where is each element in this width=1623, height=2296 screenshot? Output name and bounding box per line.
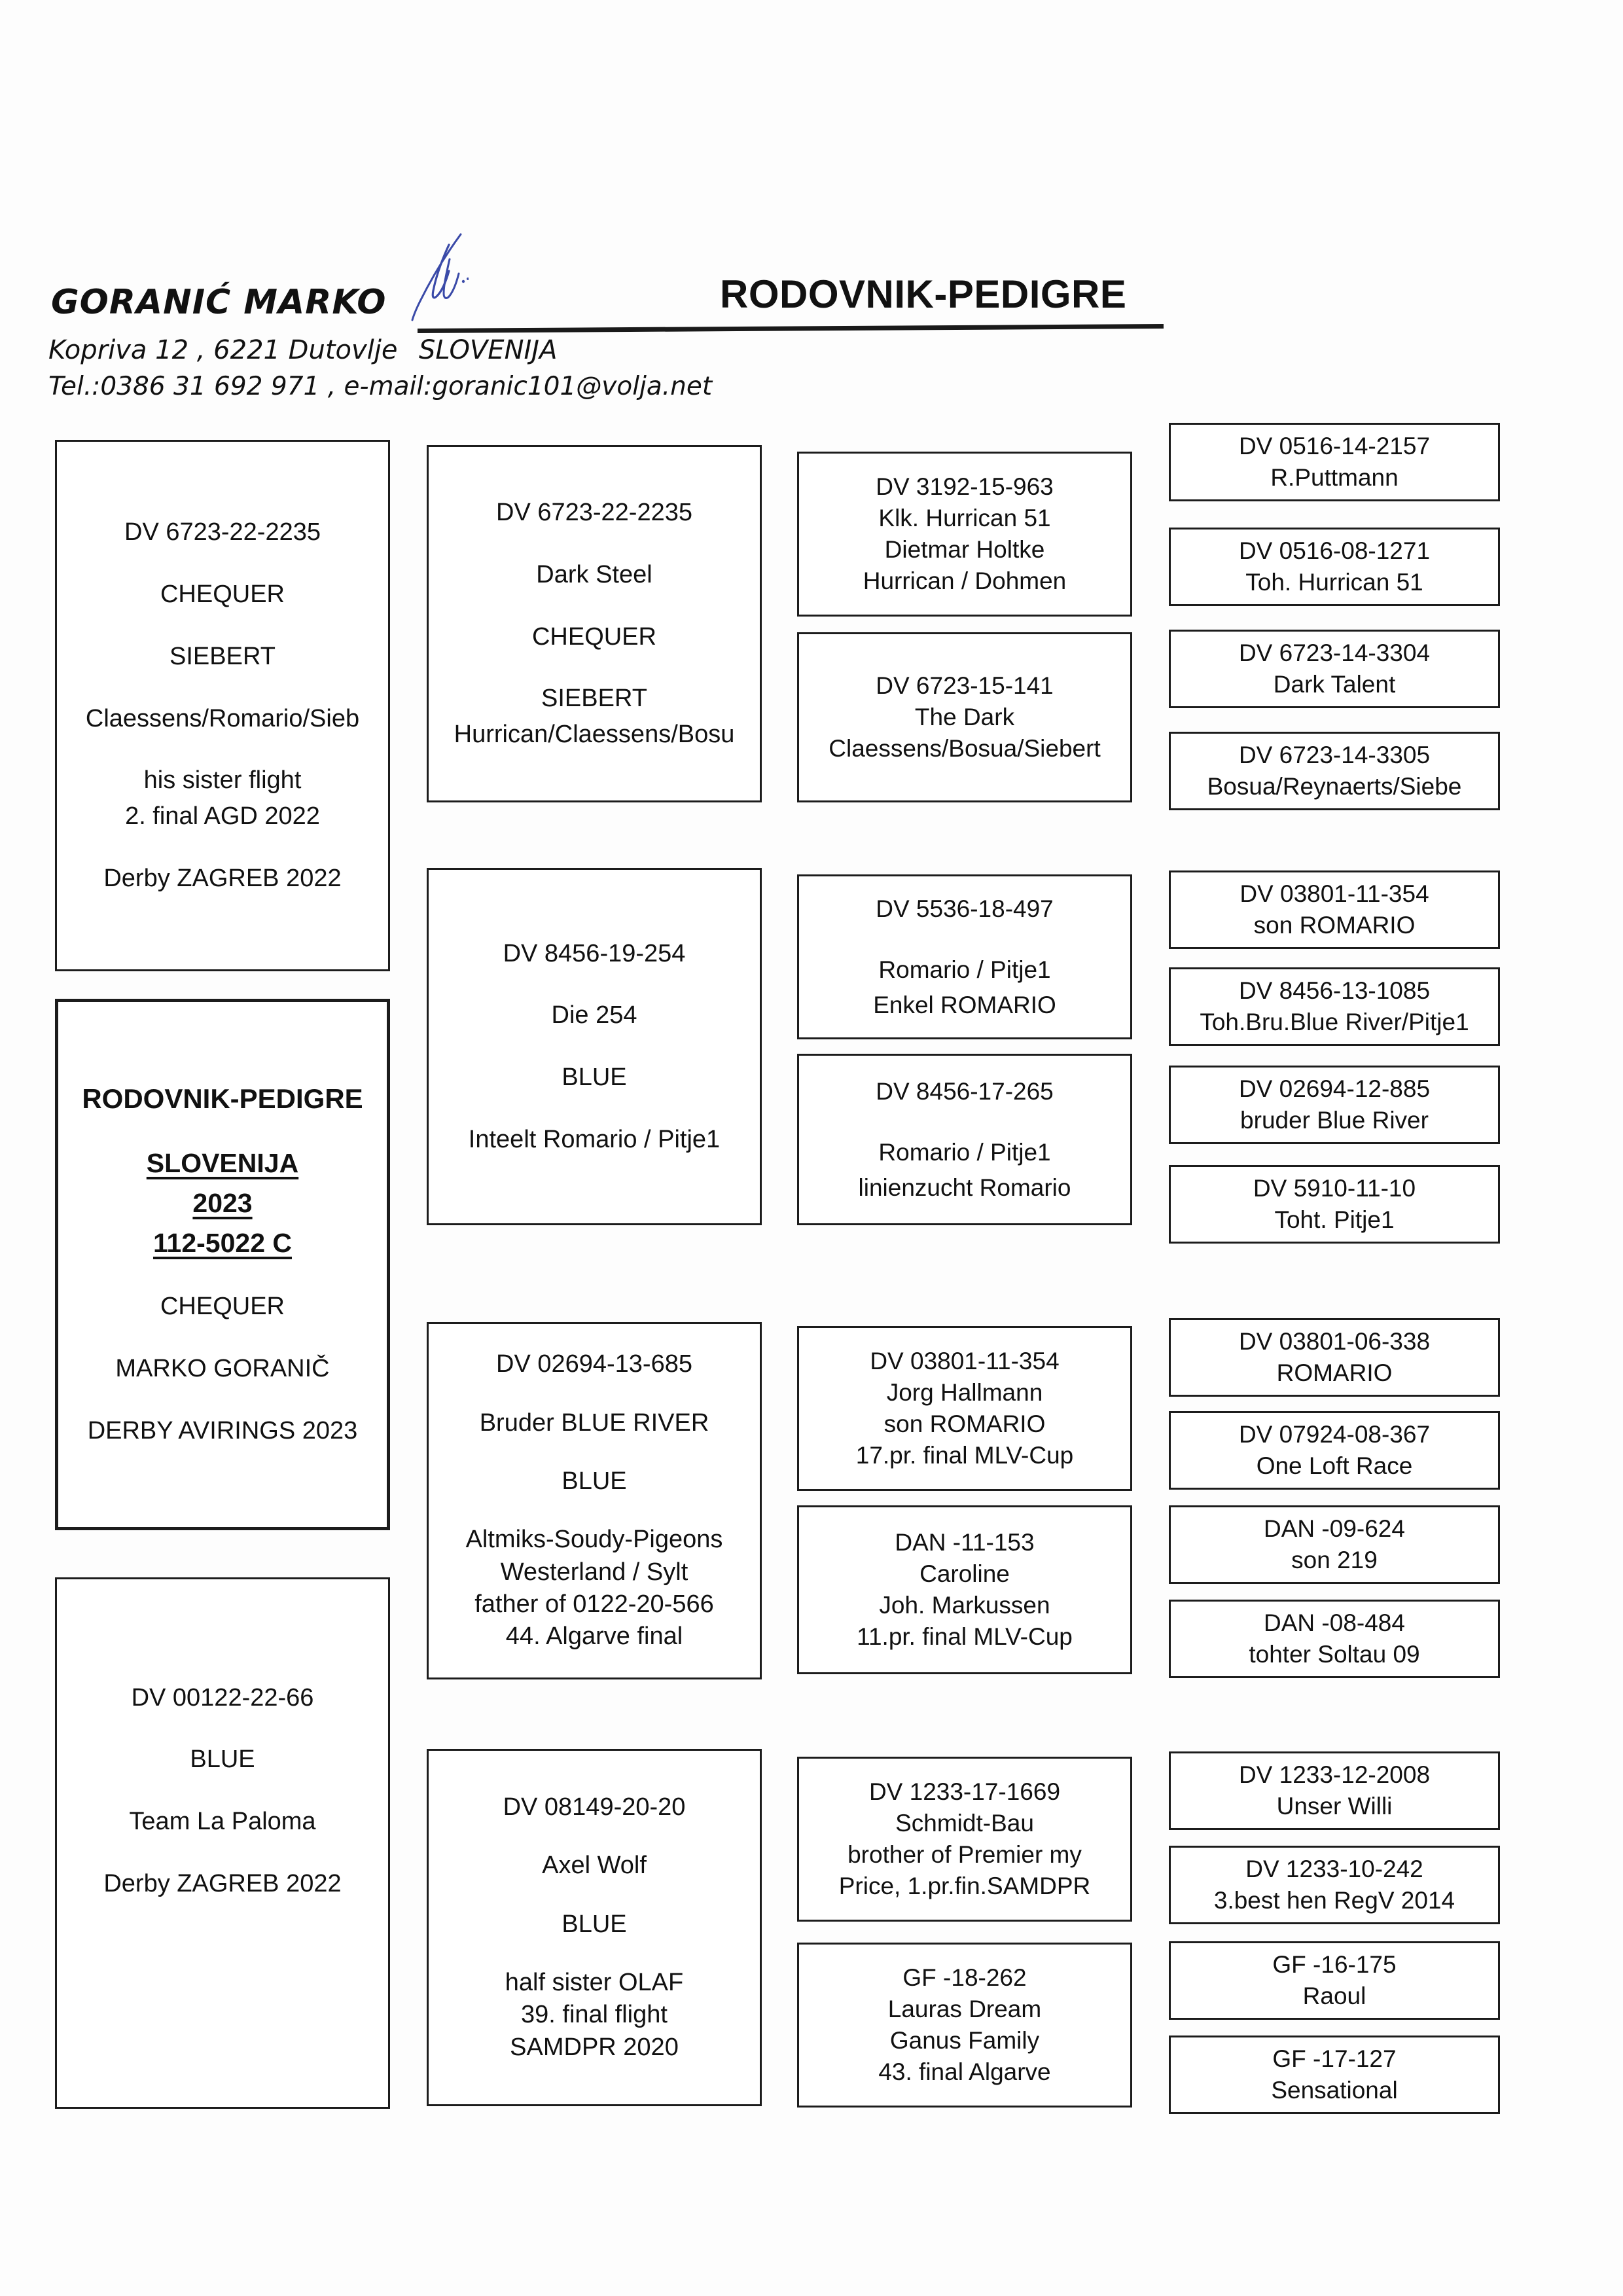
gen3-box-8 — [797, 1943, 1132, 2108]
gen4-box-13 — [1169, 1751, 1500, 1830]
subject-country: SLOVENIJA — [146, 1148, 299, 1179]
pedigree-line: 17.pr. final MLV-Cup — [855, 1442, 1074, 1469]
pedigree-line: DV 6723-22-2235 — [496, 499, 692, 527]
pedigree-line: Raoul — [1302, 1982, 1366, 2009]
pedigree-line: DV 03801-06-338 — [1238, 1327, 1431, 1355]
pedigree-line: DV 6723-14-3304 — [1238, 639, 1431, 666]
pedigree-line: DV 0516-08-1271 — [1238, 537, 1431, 564]
pedigree-line: Toht. Pitje1 — [1274, 1206, 1395, 1233]
pedigree-line: Joh. Markussen — [879, 1592, 1050, 1619]
pedigree-line: CHEQUER — [160, 581, 285, 609]
pedigree-line: DV 1233-17-1669 — [868, 1778, 1061, 1805]
pedigree-line: SIEBERT — [169, 642, 276, 670]
pedigree-line: BLUE — [562, 1467, 627, 1495]
pedigree-line: BLUE — [562, 1910, 627, 1938]
gen3-box-4 — [797, 1054, 1132, 1225]
pedigree-line: DAN -11-153 — [895, 1528, 1035, 1556]
subject-year: 2023 — [192, 1187, 253, 1218]
gen4-box-6 — [1169, 967, 1500, 1046]
pedigree-line: Ganus Family — [889, 2027, 1040, 2054]
gen2-box-2 — [427, 868, 762, 1225]
pedigree-line: Klk. Hurrican 51 — [878, 504, 1051, 531]
pedigree-line: Dark Talent — [1273, 671, 1396, 698]
pedigree-line: Unser Willi — [1276, 1793, 1393, 1820]
pedigree-line: DV 1233-12-2008 — [1238, 1761, 1431, 1788]
pedigree-line: father of 0122-20-566 — [474, 1590, 714, 1619]
owner-address: Kopriva 12 , 6221 Dutovlje — [48, 335, 398, 365]
pedigree-line: bruder Blue River — [1240, 1107, 1429, 1134]
gen4-box-4 — [1169, 732, 1500, 810]
pedigree-line: Schmidt-Bau — [895, 1809, 1034, 1837]
pedigree-line: son 219 — [1291, 1547, 1378, 1573]
pedigree-line: DV 6723-22-2235 — [124, 518, 321, 547]
gen4-box-10 — [1169, 1411, 1500, 1490]
pedigree-line: DV 0516-14-2157 — [1238, 432, 1431, 459]
owner-contact: Tel.:0386 31 692 971 , e-mail:goranic101@volja.net — [48, 372, 713, 401]
subject-race: DERBY AVIRINGS 2023 — [87, 1416, 358, 1444]
gen4-box-11 — [1169, 1505, 1500, 1584]
pedigree-line: Toh.Bru.Blue River/Pitje1 — [1200, 1009, 1469, 1035]
pedigree-line: 44. Algarve final — [505, 1623, 683, 1651]
subject-pigeon-box — [55, 999, 390, 1530]
gen4-box-2 — [1169, 528, 1500, 606]
pedigree-line: Romario / Pitje1 — [878, 1139, 1051, 1166]
pedigree-line: Derby ZAGREB 2022 — [103, 1869, 342, 1897]
pedigree-line: Hurrican/Claessens/Bosu — [454, 721, 735, 749]
pedigree-line: Hurrican / Dohmen — [863, 567, 1067, 595]
pedigree-line: tohter Soltau 09 — [1249, 1641, 1420, 1668]
gen4-box-1 — [1169, 423, 1500, 501]
gen4-box-14 — [1169, 1846, 1500, 1924]
gen4-box-15 — [1169, 1941, 1500, 2020]
pedigree-line: One Loft Race — [1256, 1452, 1413, 1479]
pedigree-line: DV 8456-13-1085 — [1238, 977, 1431, 1004]
pedigree-line: DV 02694-13-685 — [496, 1350, 692, 1378]
pedigree-line: 43. final Algarve — [878, 2058, 1051, 2086]
gen4-box-5 — [1169, 870, 1500, 949]
title-underline-rule — [418, 324, 1164, 333]
page-title: RODOVNIK-PEDIGRE — [720, 272, 1127, 316]
signature-mark — [383, 230, 469, 322]
pedigree-line: DV 6723-15-141 — [876, 672, 1054, 699]
pedigree-line: Romario / Pitje1 — [878, 956, 1051, 984]
pedigree-line: 39. final flight — [521, 2001, 668, 2029]
pedigree-line: DAN -09-624 — [1264, 1515, 1405, 1542]
pedigree-line: son ROMARIO — [883, 1410, 1046, 1437]
gen4-box-16 — [1169, 2036, 1500, 2114]
pedigree-line: SIEBERT — [541, 685, 647, 713]
gen4-box-9 — [1169, 1318, 1500, 1397]
gen3-box-6 — [797, 1505, 1132, 1674]
pedigree-line: Altmiks-Soudy-Pigeons — [465, 1526, 723, 1554]
gen3-box-3 — [797, 874, 1132, 1039]
pedigree-line: linienzucht Romario — [858, 1174, 1071, 1201]
pedigree-line: DV 6723-14-3305 — [1238, 741, 1431, 768]
pedigree-line: GF -18-262 — [902, 1964, 1027, 1991]
pedigree-line: Jorg Hallmann — [886, 1378, 1043, 1406]
gen3-box-1 — [797, 452, 1132, 617]
pedigree-line: 3.best hen RegV 2014 — [1213, 1887, 1455, 1914]
pedigree-line: Bosua/Reynaerts/Siebe — [1207, 773, 1462, 800]
gen4-box-7 — [1169, 1066, 1500, 1144]
gen4-box-12 — [1169, 1600, 1500, 1678]
header-country: SLOVENIJA — [419, 335, 558, 365]
pedigree-line: Dark Steel — [536, 560, 652, 588]
pedigree-line: GF -16-175 — [1272, 1950, 1397, 1978]
gen3-box-5 — [797, 1326, 1132, 1491]
pedigree-line: Claessens/Bosua/Siebert — [829, 735, 1101, 762]
pedigree-line: DV 5536-18-497 — [876, 895, 1054, 923]
pedigree-line: BLUE — [190, 1746, 255, 1774]
pedigree-line: DV 3192-15-963 — [876, 473, 1054, 500]
gen2-box-4 — [427, 1749, 762, 2106]
sire-gen1-box — [55, 440, 390, 971]
subject-color: CHEQUER — [160, 1293, 285, 1321]
pedigree-line: Price, 1.pr.fin.SAMDPR — [838, 1873, 1091, 1900]
subject-ring-number: 112-5022 C — [152, 1227, 292, 1258]
pedigree-line: son ROMARIO — [1253, 912, 1416, 939]
pedigree-line: Inteelt Romario / Pitje1 — [468, 1125, 721, 1153]
dam-gen1-box — [55, 1577, 390, 2109]
gen2-box-1 — [427, 445, 762, 802]
pedigree-line: DV 00122-22-66 — [131, 1683, 314, 1712]
pedigree-line: The Dark — [914, 703, 1015, 730]
pedigree-line: Claessens/Romario/Sieb — [85, 704, 360, 732]
subject-title: RODOVNIK-PEDIGRE — [82, 1083, 363, 1114]
pedigree-line: DV 1233-10-242 — [1245, 1855, 1423, 1882]
pedigree-line: Axel Wolf — [542, 1852, 647, 1880]
gen3-box-2 — [797, 632, 1132, 802]
pedigree-line: 11.pr. final MLV-Cup — [857, 1623, 1073, 1651]
pedigree-line: BLUE — [562, 1064, 627, 1091]
pedigree-line: DV 08149-20-20 — [503, 1793, 686, 1821]
pedigree-line: brother of Premier my — [847, 1841, 1082, 1868]
pedigree-line: R.Puttmann — [1270, 464, 1399, 491]
pedigree-line: SAMDPR 2020 — [510, 2033, 679, 2061]
pedigree-line: half sister OLAF — [505, 1969, 684, 1996]
pedigree-line: 2. final AGD 2022 — [125, 802, 320, 831]
pedigree-line: DAN -08-484 — [1264, 1609, 1405, 1636]
pedigree-line: Die 254 — [551, 1001, 637, 1030]
pedigree-line: Bruder BLUE RIVER — [479, 1408, 709, 1437]
gen3-box-7 — [797, 1757, 1132, 1922]
pedigree-line: Westerland / Sylt — [500, 1558, 688, 1586]
pedigree-line: ROMARIO — [1276, 1359, 1393, 1386]
pedigree-line: DV 07924-08-367 — [1238, 1420, 1431, 1448]
pedigree-line: Lauras Dream — [887, 1995, 1042, 2022]
pedigree-line: DV 8456-17-265 — [876, 1078, 1054, 1105]
pedigree-line: DV 02694-12-885 — [1238, 1075, 1431, 1102]
pedigree-line: DV 5910-11-10 — [1253, 1174, 1416, 1202]
pedigree-line: his sister flight — [143, 766, 302, 795]
pedigree-line: DV 03801-11-354 — [1240, 880, 1429, 907]
pedigree-line: Derby ZAGREB 2022 — [103, 864, 342, 892]
pedigree-line: Dietmar Holtke — [884, 536, 1045, 563]
pedigree-line: CHEQUER — [531, 622, 657, 651]
pedigree-line: Enkel ROMARIO — [873, 991, 1056, 1018]
pedigree-line: Toh. Hurrican 51 — [1245, 569, 1423, 596]
pedigree-line: DV 03801-11-354 — [870, 1347, 1060, 1374]
pedigree-line: Team La Paloma — [129, 1808, 316, 1835]
owner-name: GORANIĆ MARKO — [51, 283, 387, 322]
gen4-box-8 — [1169, 1165, 1500, 1244]
gen4-box-3 — [1169, 630, 1500, 708]
pedigree-line: Caroline — [919, 1560, 1010, 1587]
gen2-box-3 — [427, 1322, 762, 1679]
pedigree-line: DV 8456-19-254 — [503, 939, 686, 967]
pedigree-line: Sensational — [1271, 2077, 1398, 2104]
page-header — [0, 0, 1623, 406]
pedigree-line: GF -17-127 — [1272, 2045, 1397, 2072]
subject-owner: MARKO GORANIČ — [115, 1354, 330, 1382]
